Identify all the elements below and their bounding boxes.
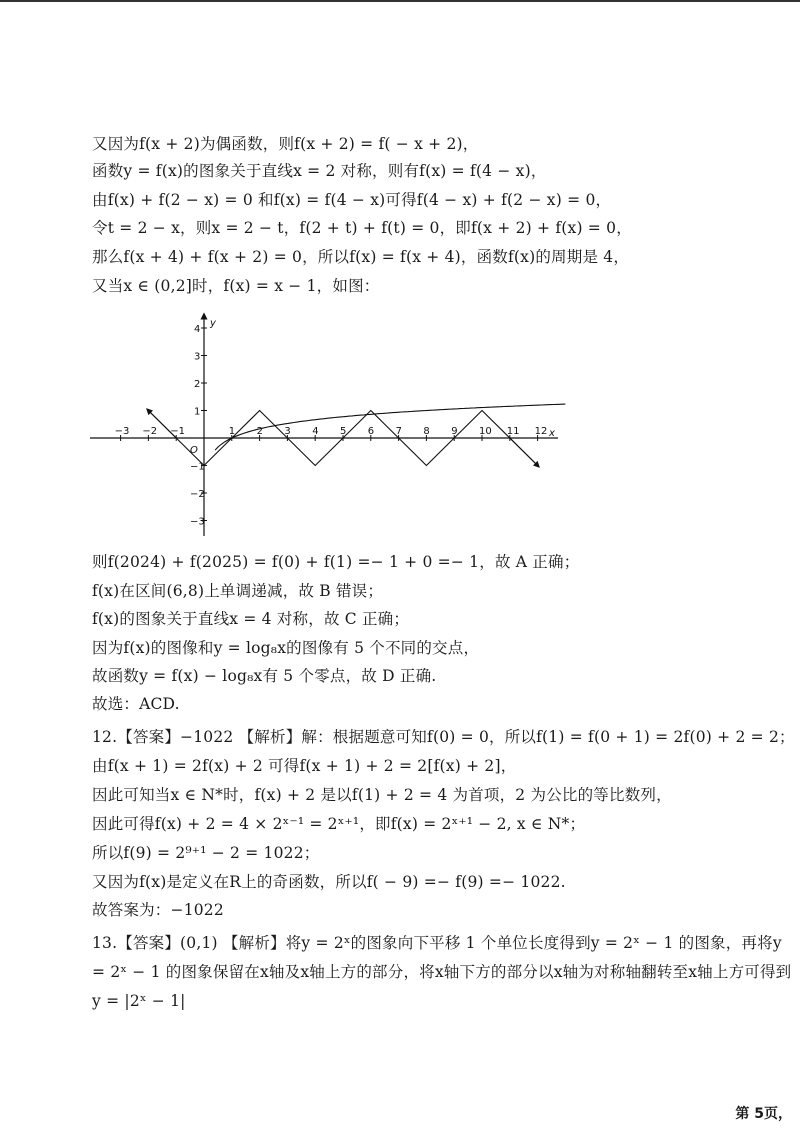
x-tick-label: −3 [114,426,130,437]
x-axis-label: x [549,428,555,439]
origin-label: O [190,445,198,456]
text-line-15: 因此可知当x ∈ N*时，f(x) + 2 是以f(1) + 2 = 4 为首项，2 为公比的等比数列， [92,786,672,804]
text-line-5: 那么f(x + 4) + f(x + 2) = 0，所以f(x) = f(x + 4)，函数f(x)的周期是 4， [92,248,630,266]
y-tick-label: 3 [194,351,201,363]
x-tick-label: 2 [256,426,263,437]
x-tick-label: 5 [340,426,347,437]
text-line-10: 因为f(x)的图像和y = log₈x的图像有 5 个不同的交点， [92,639,480,657]
x-tick-label: 1 [228,426,236,437]
x-tick-label: 8 [423,426,430,437]
text-line-20: 13.【答案】(0,1) 【解析】将y = 2ˣ的图象向下平移 1 个单位长度得到y = 2ˣ − 1 的图象，再将y = 2ˣ − 1 的图象保留在x轴及x轴上方的部分，将x轴下方的部分以x轴为对称轴翻转至x轴上方可得到y = |2ˣ − 1| [92,934,792,1010]
text-line-16: 因此可得f(x) + 2 = 4 × 2ˣ⁻¹ = 2ˣ⁺¹，即f(x) = 2ˣ⁺¹ − 2, x ∈ N*； [92,815,586,833]
text-line-2: 函数y = f(x)的图象关于直线x = 2 对称，则有f(x) = f(4 − x)， [92,162,547,180]
x-tick-label: 10 [479,426,492,437]
x-tick-label: 6 [367,426,375,437]
text-line-17: 所以f(9) = 2⁹⁺¹ − 2 = 1022； [92,844,320,862]
x-tick-group [115,426,548,441]
x-tick-label: 3 [284,426,291,437]
text-line-12: 故选：ACD. [92,695,180,713]
text-line-19: 故答案为：−1022 [92,901,224,919]
y-tick-label: 4 [194,324,201,335]
text-line-3: 由f(x) + f(2 − x) = 0 和f(x) = f(4 − x)可得f(4 − x) + f(2 − x) = 0， [92,191,612,209]
x-tick-label: −2 [142,426,158,437]
page-number: 第 5页， [735,1106,792,1122]
x-tick-label: 12 [534,426,548,437]
function-graph [82,308,572,543]
y-tick-label: −3 [190,516,205,528]
x-tick-label: 7 [395,426,402,437]
x-tick-label: 11 [506,426,520,437]
text-line-1: 又因为f(x + 2)为偶函数，则f(x + 2) = f( − x + 2)， [92,135,479,153]
text-line-7: 则f(2024) + f(2025) = f(0) + f(1) =− 1 + 0 =− 1，故 A 正确； [92,553,580,571]
text-line-8: f(x)在区间(6,8)上单调递减，故 B 错误； [92,582,384,600]
y-tick-label: −2 [190,489,205,500]
curve-arrow-right [510,438,538,466]
text-line-6: 又当x ∈ (0,2]时，f(x) = x − 1，如图： [92,277,380,295]
x-tick-label: 9 [451,426,458,437]
text-line-11: 故函数y = f(x) − log₈x有 5 个零点，故 D 正确. [92,667,437,685]
text-line-18: 又因为f(x)是定义在R上的奇函数，所以f( − 9) =− f(9) =− 1022. [92,873,566,891]
x-tick-label: −1 [170,426,185,437]
text-line-4: 令t = 2 − x，则x = 2 − t，f(2 + t) + f(t) = 0，即f(x + 2) + f(x) = 0， [92,219,632,237]
text-line-14: 由f(x + 1) = 2f(x) + 2 可得f(x + 1) + 2 = 2[f(x) + 2]， [92,757,517,775]
page-top-rule [0,0,800,2]
y-axis-label: y [210,318,216,329]
text-line-9: f(x)的图象关于直线x = 4 对称，故 C 正确； [92,610,410,628]
x-tick-label: 4 [312,426,319,437]
text-line-13: 12.【答案】−1022 【解析】解：根据题意可知f(0) = 0，所以f(1) = f(0 + 1) = 2f(0) + 2 = 2； [92,728,795,746]
y-tick-label: 2 [194,379,201,390]
y-tick-label: −1 [190,461,205,473]
y-tick-label: 1 [194,406,201,418]
